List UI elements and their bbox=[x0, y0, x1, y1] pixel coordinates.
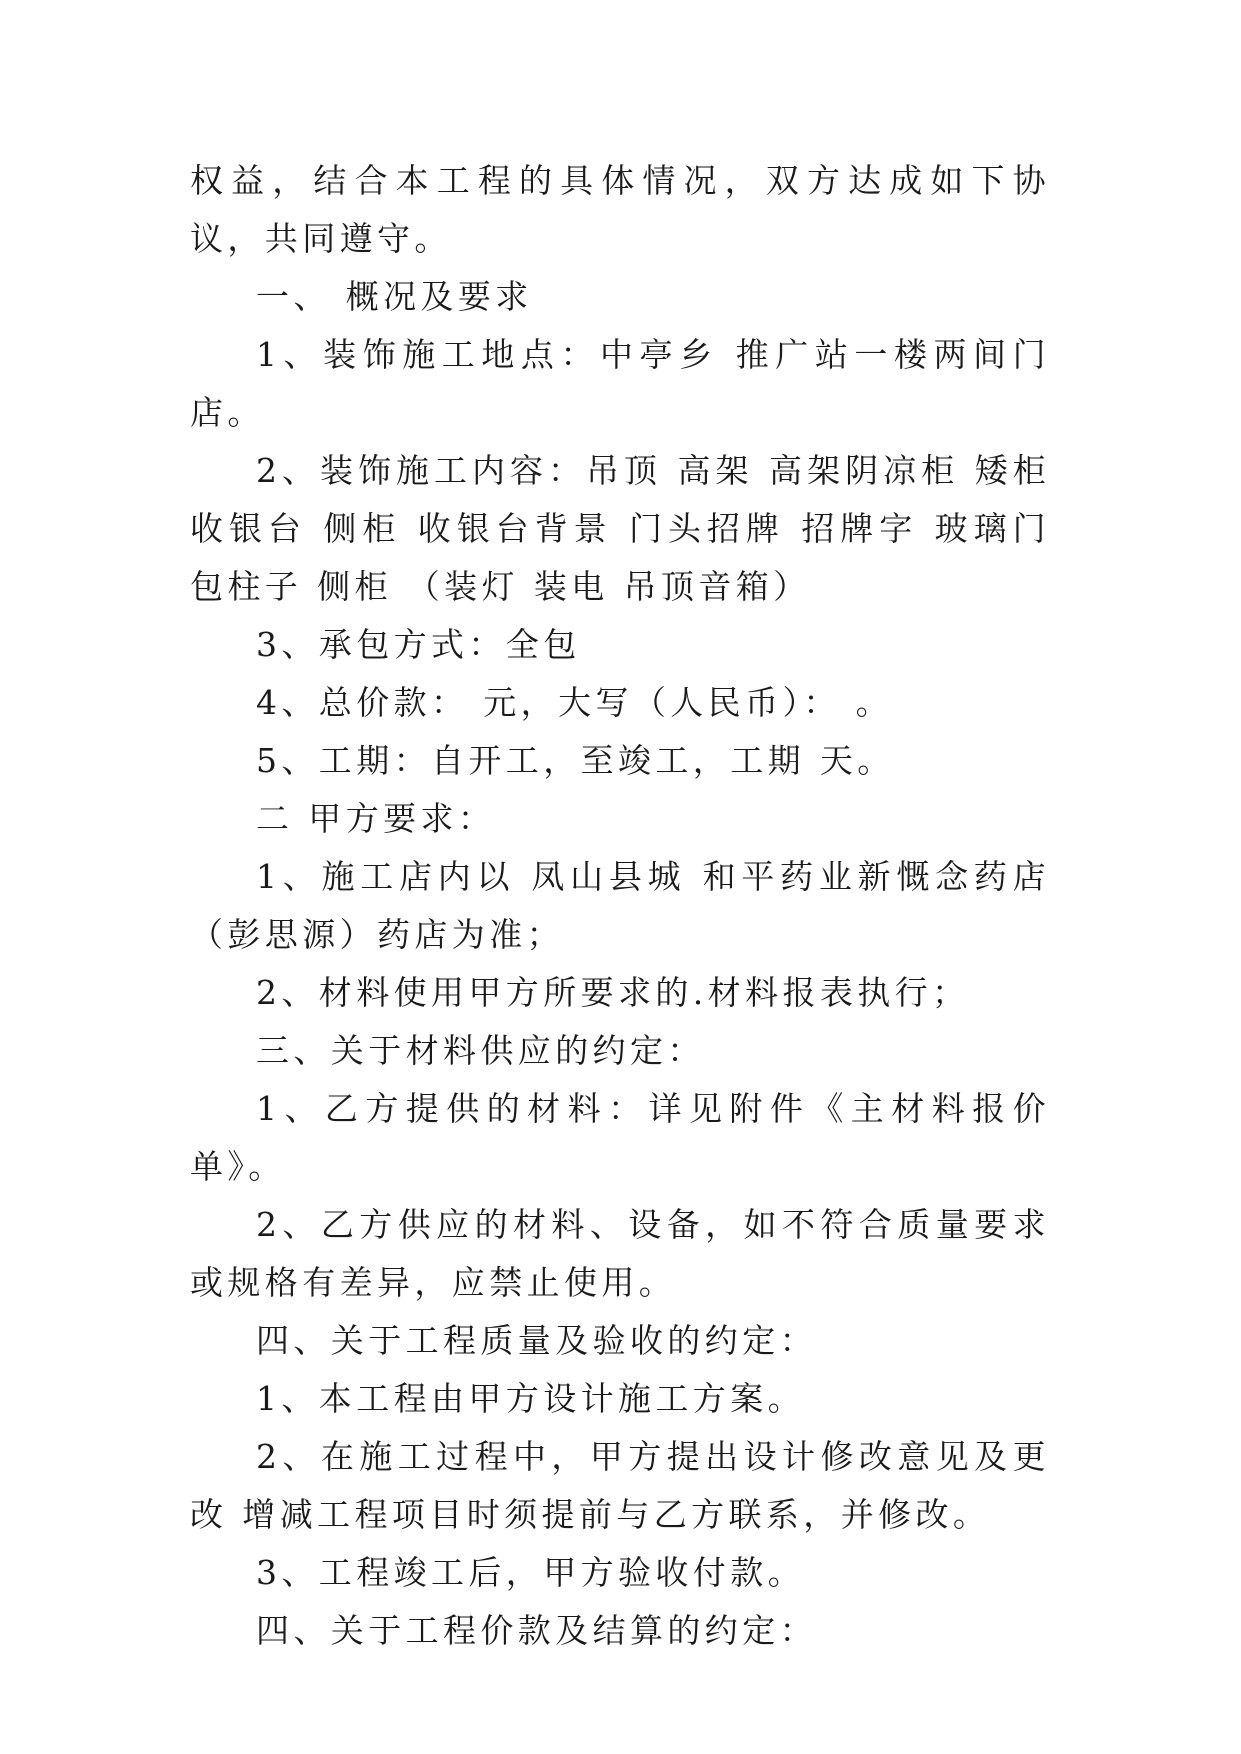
section-heading-overview: 一、 概况及要求 bbox=[256, 277, 533, 316]
document-body bbox=[190, 152, 1050, 1660]
section-heading-quality: 四、关于工程质量及验收的约定： bbox=[256, 1321, 817, 1360]
section-heading-materials: 三、关于材料供应的约定： bbox=[256, 1031, 705, 1070]
clause-design: 1、本工程由甲方设计施工方案。 bbox=[256, 1379, 805, 1418]
clause-duration: 5、工期：自开工，至竣工，工期 天。 bbox=[256, 741, 895, 780]
clause-contract-type: 3、承包方式：全包 bbox=[256, 625, 581, 664]
clause-acceptance: 3、工程竣工后，甲方验收付款。 bbox=[256, 1553, 805, 1592]
clause-changes: 2、在施工过程中，甲方提出设计修改意见及更改 增减工程项目时须提前与乙方联系，并修改。 bbox=[190, 1437, 1050, 1534]
clause-total-price: 4、总价款： 元，大写（人民币）： 。 bbox=[256, 683, 894, 722]
clause-location: 1、装饰施工地点：中亭乡 推广站一楼两间门店。 bbox=[190, 335, 1050, 432]
clause-content: 2、装饰施工内容：吊顶 高架 高架阴凉柜 矮柜 收银台 侧柜 收银台背景 门头招牌 招牌字 玻璃门 包柱子 侧柜 （装灯 装电 吊顶音箱） bbox=[190, 451, 1050, 606]
clause-materials-report: 2、材料使用甲方所要求的.材料报表执行； bbox=[256, 973, 970, 1012]
clause-materials-provided: 1、乙方提供的材料：详见附件《主材料报价单》。 bbox=[190, 1089, 1050, 1186]
clause-store-standard: 1、施工店内以 凤山县城 和平药业新慨念药店 （彭思源）药店为准； bbox=[190, 857, 1050, 954]
section-heading-party-a: 二 甲方要求： bbox=[256, 799, 496, 838]
clause-materials-quality: 2、乙方供应的材料、设备，如不符合质量要求或规格有差异，应禁止使用。 bbox=[190, 1205, 1050, 1302]
paragraph-preamble-end: 权益，结合本工程的具体情况，双方达成如下协议，共同遵守。 bbox=[190, 161, 1050, 258]
section-heading-payment: 四、关于工程价款及结算的约定： bbox=[256, 1611, 817, 1650]
